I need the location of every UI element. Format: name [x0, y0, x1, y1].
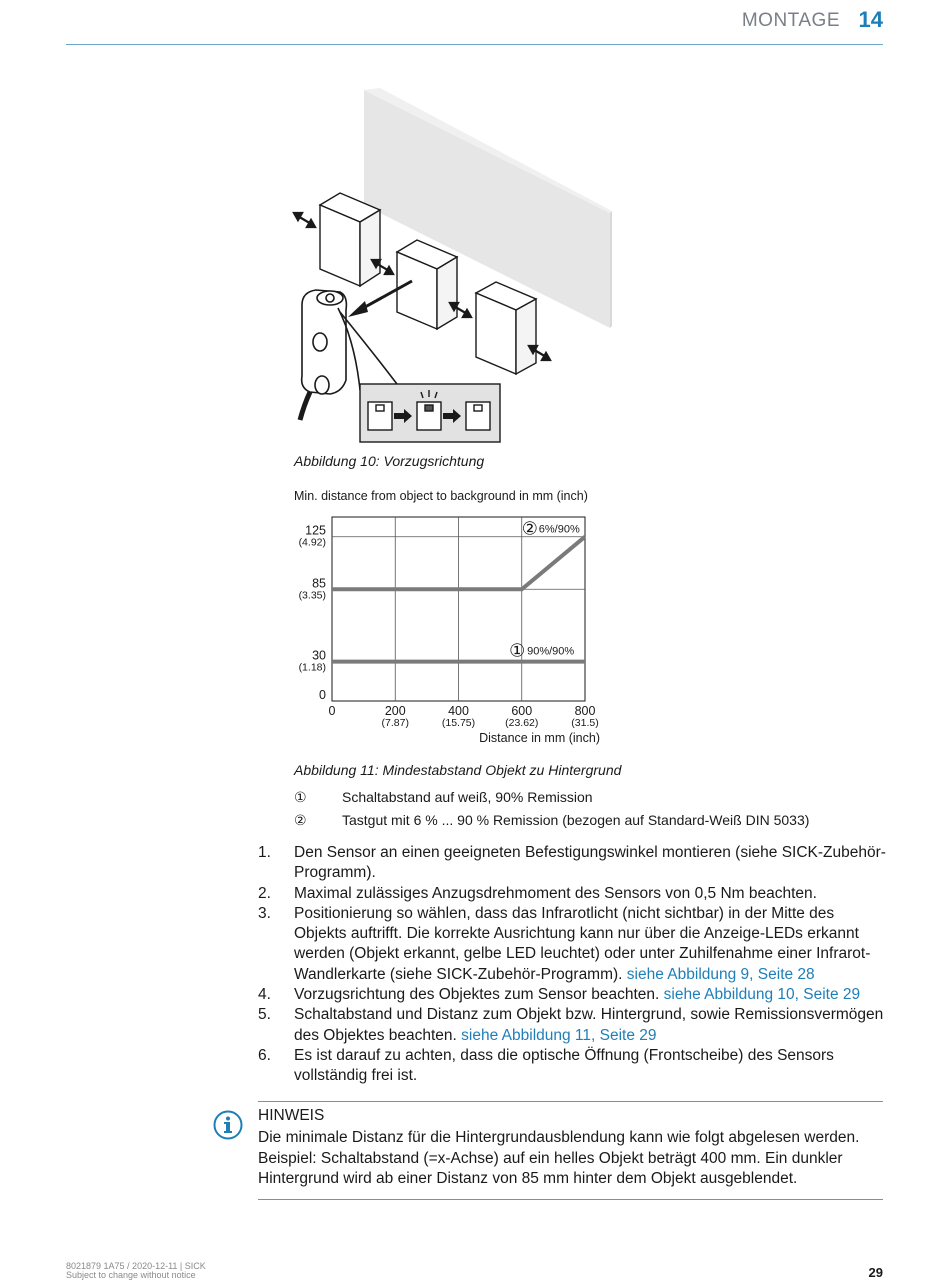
chapter-number: 14	[858, 7, 883, 32]
x-tick-sublabel: (7.87)	[381, 717, 409, 729]
x-tick-sublabel: (31.5)	[571, 717, 599, 729]
step-number: 5.	[258, 1006, 271, 1024]
section-title: MONTAGE	[741, 10, 840, 31]
y-tick-label: 125	[305, 523, 326, 538]
step-text: Schaltabstand und Distanz zum Objekt bzw. Hintergrund, sowie Remissionsvermögen des Objektes beachten.	[294, 1006, 884, 1044]
step-number: 3.	[258, 904, 271, 922]
note-text: Die minimale Distanz für die Hintergrundausblendung kann wie folgt abgelesen werden. Beispiel: Schaltabstand (=x-Achse) auf ein helles Objekt beträgt 400 mm. Ein dunkler Hintergrund wird ab einer Distanz von 85 mm hinter dem Objekt ausgeblendet.	[258, 1129, 860, 1187]
link-figure-10[interactable]: siehe Abbildung 10, Seite 29	[663, 986, 861, 1004]
series-marker-1: ①	[509, 640, 526, 661]
x-tick-label: 600	[511, 704, 533, 718]
link-figure-11[interactable]: siehe Abbildung 11, Seite 29	[461, 1026, 657, 1044]
x-tick-label: 400	[448, 704, 469, 718]
y-tick-label: 0	[319, 688, 326, 702]
led-display-inset	[360, 384, 500, 442]
object-box-1	[320, 193, 380, 286]
series-label-2: 6%/90%	[538, 523, 580, 536]
note-top-rule	[258, 1101, 883, 1102]
note-title: HINWEIS	[258, 1107, 325, 1124]
step-number: 4.	[258, 986, 271, 1004]
info-icon	[213, 1110, 243, 1140]
step-text: Vorzugsrichtung des Objektes zum Sensor beachten.	[294, 986, 660, 1004]
legend-text-2: Tastgut mit 6 % ... 90 % Remission (bezogen auf Standard-Weiß DIN 5033)	[342, 812, 810, 828]
step-text: Es ist darauf zu achten, dass die optische Öffnung (Frontscheibe) des Sensors vollständig frei ist.	[294, 1046, 834, 1085]
legend-text-1: Schaltabstand auf weiß, 90% Remission	[342, 789, 593, 805]
step-number: 1.	[258, 844, 271, 861]
y-tick-sublabel: (3.35)	[298, 589, 326, 602]
y-tick-sublabel: (4.92)	[298, 536, 326, 549]
step-text: Den Sensor an einen geeigneten Befestigungswinkel montieren (siehe SICK-Zubehör-Programm).	[294, 844, 886, 882]
instruction-steps	[258, 843, 888, 1087]
figure-10-caption: Abbildung 10: Vorzugsrichtung	[294, 453, 485, 469]
step-item	[258, 904, 888, 985]
step-text: Positionierung so wählen, dass das Infrarotlicht (nicht sichtbar) in der Mitte des Objekts auftrifft. Die korrekte Ausrichtung kann nur über die Anzeige-LEDs erkannt werden (Objekt erkannt, gelbe LED leuchtet) oder unter Zuhilfenahme einer Infrarot-Wandlerkarte (siehe SICK-Zubehör-Programm).	[294, 904, 871, 983]
note-bottom-rule	[258, 1199, 883, 1200]
legend-marker-2: ②	[294, 812, 307, 828]
preferred-direction-illustration	[280, 80, 640, 450]
header-rule	[66, 44, 883, 45]
step-item	[258, 884, 888, 904]
link-figure-9[interactable]: siehe Abbildung 9, Seite 28	[626, 965, 815, 983]
series-marker-2: ②	[521, 518, 538, 539]
legend-item-1	[294, 789, 593, 806]
step-item	[258, 1005, 888, 1046]
footer-notice-line: Subject to change without notice	[66, 1270, 196, 1280]
x-axis-label: Distance in mm (inch)	[479, 731, 600, 745]
object-box-3	[476, 282, 536, 374]
x-tick-label: 200	[384, 704, 406, 718]
footer-doc-line: 8021879 1A75 / 2020-12-11 | SICK	[66, 1261, 206, 1271]
footer-doc-info	[66, 1262, 206, 1280]
x-tick-label: 800	[574, 704, 596, 718]
step-item	[258, 843, 888, 884]
step-number: 2.	[258, 884, 271, 902]
series-label-1: 90%/90%	[527, 645, 575, 658]
chart-title: Min. distance from object to background in mm (inch)	[294, 489, 588, 503]
min-distance-chart	[280, 505, 620, 755]
step-text: Maximal zulässiges Anzugsdrehmoment des Sensors von 0,5 Nm beachten.	[294, 884, 817, 902]
page-number: 29	[868, 1265, 883, 1280]
y-tick-sublabel: (1.18)	[298, 661, 326, 674]
y-tick-label: 85	[312, 576, 326, 591]
x-tick-sublabel: (23.62)	[505, 717, 539, 729]
figure-11-caption: Abbildung 11: Mindestabstand Objekt zu Hintergrund	[294, 762, 622, 778]
legend-marker-1: ①	[294, 789, 307, 805]
step-item	[258, 1046, 888, 1087]
legend-item-2	[294, 812, 809, 829]
y-tick-label: 30	[312, 648, 326, 663]
step-item	[258, 985, 888, 1005]
x-tick-sublabel: (15.75)	[441, 717, 476, 729]
step-number: 6.	[258, 1046, 271, 1064]
x-tick-label: 0	[328, 704, 336, 718]
